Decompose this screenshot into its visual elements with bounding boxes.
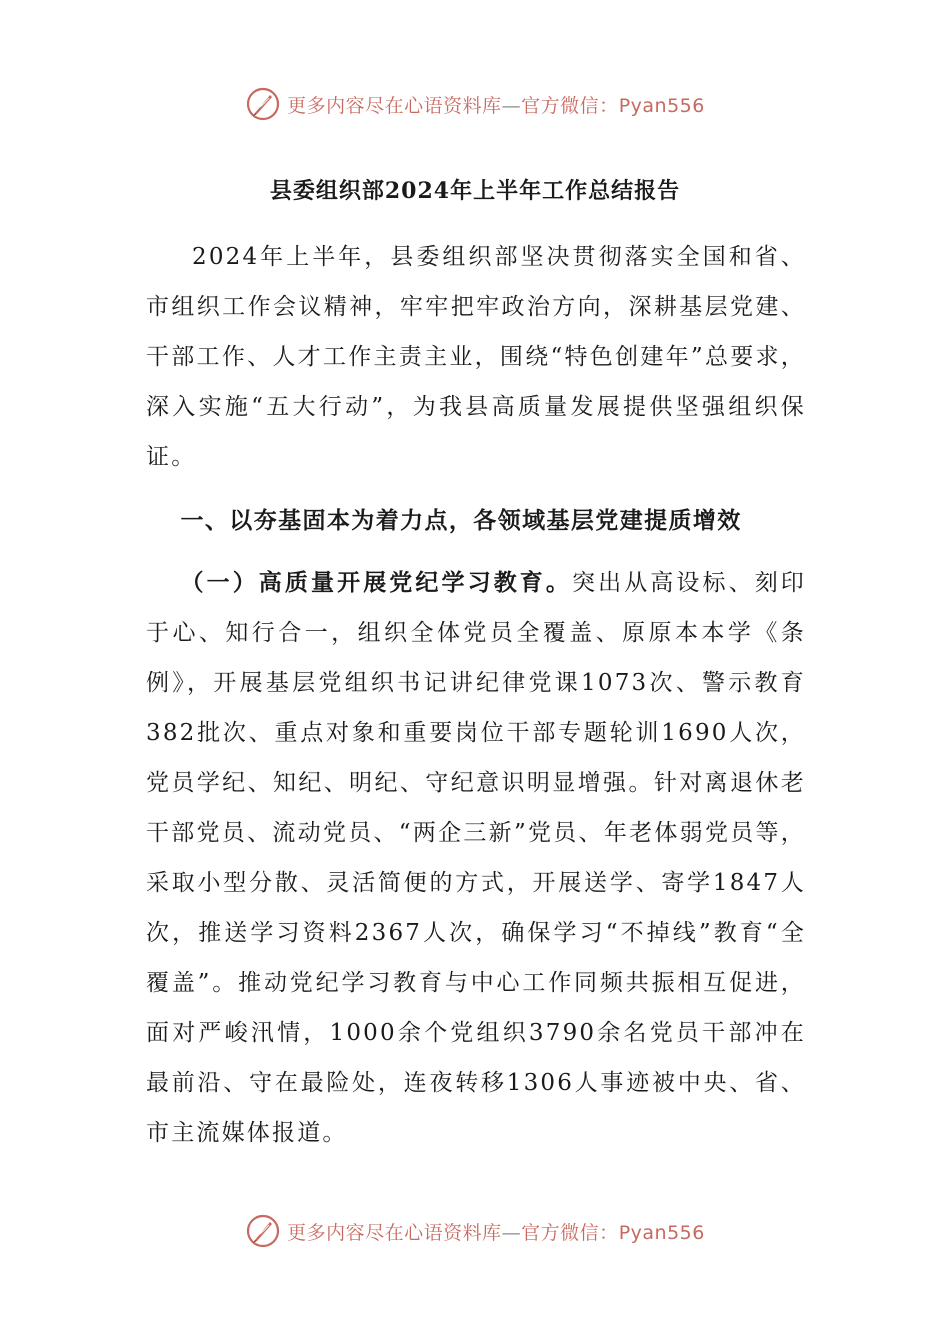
watermark-header — [0, 84, 950, 124]
subsection-paragraph-1 — [146, 558, 806, 1158]
watermark-text: 更多内容尽在心语资料库—官方微信：Pyan556 — [287, 1221, 705, 1244]
intro-paragraph: 2024年上半年，县委组织部坚决贯彻落实全国和省、市组织工作会议精神，牢牢把牢政治方向，深耕基层党建、干部工作、人才工作主责主业，围绕“特色创建年”总要求，深入实施“五大行动”，为我县高质量发展提供坚强组织保证。 — [146, 244, 806, 470]
subsection-body: 突出从高设标、刻印于心、知行合一，组织全体党员全覆盖、原原本本学《条例》，开展基层党组织书记讲纪律党课1073次、警示教育382批次、重点对象和重要岗位干部专题轮训1690人次，党员学纪、知纪、明纪、守纪意识明显增强。针对离退休老干部党员、流动党员、“两企三新”党员、年老体弱党员等，采取小型分散、灵活简便的方式，开展送学、寄学1847人次，推送学习资料2367人次，确保学习“不掉线”教育“全覆盖”。推动党纪学习教育与中心工作同频共振相互促进，面对严峻汛情，1000余个党组织3790余名党员干部冲在最前沿、守在最险处，连夜转移1306人事迹被中央、省、市主流媒体报道。 — [146, 570, 806, 1146]
quill-pen-icon — [245, 86, 281, 122]
watermark-footer — [0, 1211, 950, 1251]
quill-pen-icon — [245, 1213, 281, 1249]
document-body — [146, 232, 806, 1158]
watermark-text: 更多内容尽在心语资料库—官方微信：Pyan556 — [287, 94, 705, 117]
document-title: 县委组织部2024年上半年工作总结报告 — [269, 178, 681, 204]
section-heading-1: 一、以夯基固本为着力点，各领域基层党建提质增效 — [180, 507, 742, 534]
subsection-lead: （一）高质量开展党纪学习教育。 — [180, 569, 572, 596]
